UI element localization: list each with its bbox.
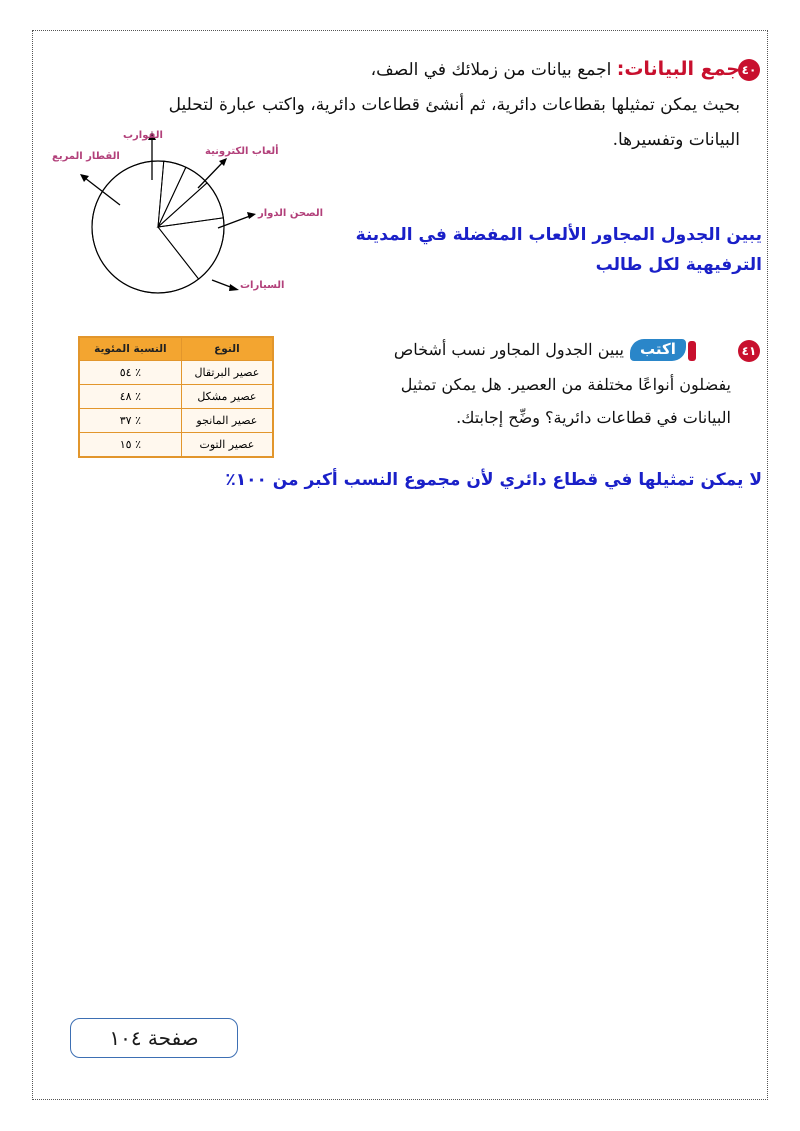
question-40-line-1 [371,58,740,80]
table-header-row [79,337,273,361]
arrow-games [198,162,223,188]
table-row [79,385,273,409]
question-41-line-2: يفضلون أنواعًا مختلفة من العصير. هل يمكن تمثيل [400,375,731,394]
cell-percent: ٪ ٤٨ [79,385,181,409]
question-40-title: جمع البيانات: [616,58,740,80]
question-41-number: ٤١ [738,340,760,362]
table-row [79,361,273,385]
question-41-line-3: البيانات في قطاعات دائرية؟ وضِّح إجابتك. [456,408,731,427]
page-number-box [70,1018,238,1058]
badge-accent [688,341,696,361]
answer-40-line-2: الترفيهية لكل طالب [595,255,762,275]
question-40-line-3: البيانات وتفسيرها. [612,130,740,150]
juice-table [78,336,274,458]
pie-label-boats: القوارب [123,130,163,141]
write-badge: اكتب [630,339,686,361]
page-number: صفحة ١٠٤ [109,1026,199,1050]
question-41-line-1: يبين الجدول المجاور نسب أشخاص [393,340,624,359]
question-40-number: ٤٠ [738,59,760,81]
pie-label-cars: السيارات [240,280,285,291]
cell-type: عصير البرتقال [181,361,273,385]
table-row [79,433,273,458]
question-40-line-1-text: اجمع بيانات من زملائك في الصف، [370,60,612,80]
answer-40-line-1: يبين الجدول المجاور الألعاب المفضلة في المدينة [355,225,762,245]
answer-41: لا يمكن تمثيلها في قطاع دائري لأن مجموع النسب أكبر من ١٠٠٪ [225,470,762,490]
header-percent: النسبة المئوية [79,337,181,361]
pie-label-spinner: الصحن الدوار [258,208,324,219]
cell-type: عصير مشكل [181,385,273,409]
cell-percent: ٪ ٣٧ [79,409,181,433]
cell-percent: ٪ ٥٤ [79,361,181,385]
pie-label-games: ألعاب الكترونية [205,146,279,157]
cell-type: عصير التوت [181,433,273,458]
pie-label-train: القطار المريع [52,151,120,162]
question-40-line-2: بحيث يمكن تمثيلها بقطاعات دائرية، ثم أنشئ قطاعات دائرية، واكتب عبارة لتحليل [168,95,740,115]
cell-percent: ٪ ١٥ [79,433,181,458]
header-type: النوع [181,337,273,361]
cell-type: عصير المانجو [181,409,273,433]
table-row [79,409,273,433]
